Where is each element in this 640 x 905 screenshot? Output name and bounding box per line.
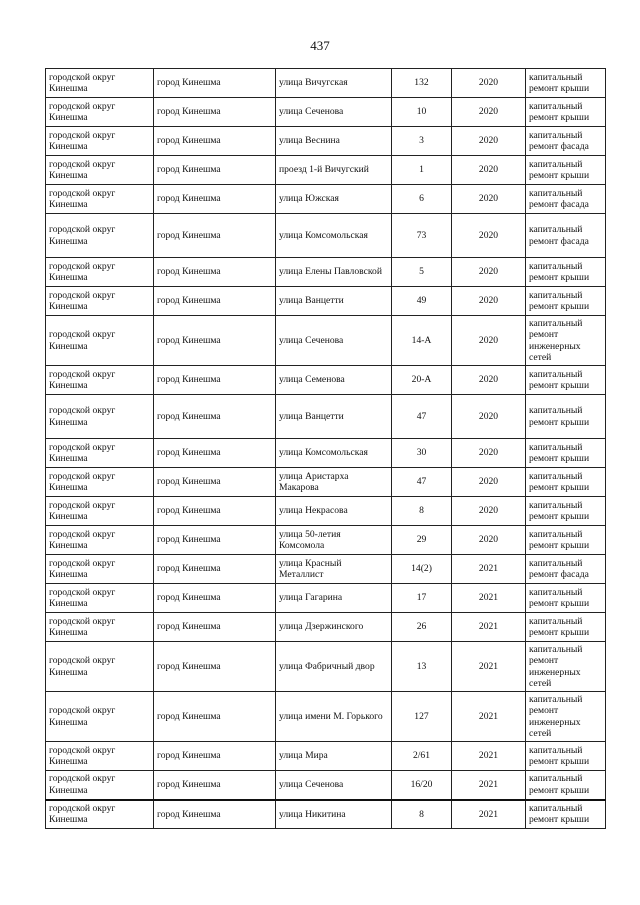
city-cell: город Кинешма xyxy=(154,800,276,829)
street-cell: улица Фабричный двор xyxy=(276,642,392,692)
district-cell: городской округ Кинешма xyxy=(46,214,154,258)
repair-schedule-table xyxy=(45,68,606,829)
year-cell: 2020 xyxy=(452,439,526,468)
work-type-cell: капитальный ремонт инженерных сетей xyxy=(526,316,606,366)
city-cell: город Кинешма xyxy=(154,439,276,468)
street-cell: улица 50-летия Комсомола xyxy=(276,526,392,555)
street-cell: улица Семенова xyxy=(276,366,392,395)
street-cell: улица Ванцетти xyxy=(276,395,392,439)
city-cell: город Кинешма xyxy=(154,395,276,439)
house-number-cell: 8 xyxy=(392,800,452,829)
year-cell: 2021 xyxy=(452,555,526,584)
house-number-cell: 132 xyxy=(392,69,452,98)
city-cell: город Кинешма xyxy=(154,156,276,185)
work-type-cell: капитальный ремонт крыши xyxy=(526,468,606,497)
year-cell: 2021 xyxy=(452,613,526,642)
district-cell: городской округ Кинешма xyxy=(46,526,154,555)
year-cell: 2020 xyxy=(452,98,526,127)
house-number-cell: 17 xyxy=(392,584,452,613)
year-cell: 2020 xyxy=(452,156,526,185)
house-number-cell: 3 xyxy=(392,127,452,156)
house-number-cell: 47 xyxy=(392,395,452,439)
city-cell: город Кинешма xyxy=(154,642,276,692)
street-cell: улица Дзержинского xyxy=(276,613,392,642)
district-cell: городской округ Кинешма xyxy=(46,771,154,800)
city-cell: город Кинешма xyxy=(154,258,276,287)
street-cell: проезд 1-й Вичугский xyxy=(276,156,392,185)
work-type-cell: капитальный ремонт фасада xyxy=(526,185,606,214)
work-type-cell: капитальный ремонт инженерных сетей xyxy=(526,692,606,742)
street-cell: улица Сеченова xyxy=(276,316,392,366)
table-row xyxy=(46,555,606,584)
house-number-cell: 26 xyxy=(392,613,452,642)
work-type-cell: капитальный ремонт инженерных сетей xyxy=(526,642,606,692)
street-cell: улица Сеченова xyxy=(276,771,392,800)
table-row xyxy=(46,395,606,439)
street-cell: улица Красный Металлист xyxy=(276,555,392,584)
year-cell: 2021 xyxy=(452,692,526,742)
table-row xyxy=(46,127,606,156)
year-cell: 2020 xyxy=(452,214,526,258)
house-number-cell: 73 xyxy=(392,214,452,258)
street-cell: улица Сеченова xyxy=(276,98,392,127)
work-type-cell: капитальный ремонт фасада xyxy=(526,555,606,584)
district-cell: городской округ Кинешма xyxy=(46,156,154,185)
district-cell: городской округ Кинешма xyxy=(46,185,154,214)
district-cell: городской округ Кинешма xyxy=(46,98,154,127)
work-type-cell: капитальный ремонт крыши xyxy=(526,439,606,468)
work-type-cell: капитальный ремонт крыши xyxy=(526,69,606,98)
district-cell: городской округ Кинешма xyxy=(46,613,154,642)
year-cell: 2020 xyxy=(452,526,526,555)
year-cell: 2020 xyxy=(452,395,526,439)
district-cell: городской округ Кинешма xyxy=(46,497,154,526)
district-cell: городской округ Кинешма xyxy=(46,555,154,584)
street-cell: улица Ванцетти xyxy=(276,287,392,316)
city-cell: город Кинешма xyxy=(154,468,276,497)
table-row xyxy=(46,771,606,800)
district-cell: городской округ Кинешма xyxy=(46,258,154,287)
table-row xyxy=(46,287,606,316)
table-body xyxy=(46,69,606,829)
district-cell: городской округ Кинешма xyxy=(46,692,154,742)
table-row xyxy=(46,156,606,185)
district-cell: городской округ Кинешма xyxy=(46,584,154,613)
work-type-cell: капитальный ремонт крыши xyxy=(526,613,606,642)
year-cell: 2020 xyxy=(452,258,526,287)
city-cell: город Кинешма xyxy=(154,98,276,127)
table-row xyxy=(46,316,606,366)
city-cell: город Кинешма xyxy=(154,742,276,771)
table-row xyxy=(46,366,606,395)
table-row xyxy=(46,800,606,829)
house-number-cell: 13 xyxy=(392,642,452,692)
city-cell: город Кинешма xyxy=(154,692,276,742)
city-cell: город Кинешма xyxy=(154,214,276,258)
street-cell: улица имени М. Горького xyxy=(276,692,392,742)
house-number-cell: 29 xyxy=(392,526,452,555)
city-cell: город Кинешма xyxy=(154,526,276,555)
table-row xyxy=(46,98,606,127)
street-cell: улица Веснина xyxy=(276,127,392,156)
table-row xyxy=(46,439,606,468)
house-number-cell: 6 xyxy=(392,185,452,214)
work-type-cell: капитальный ремонт крыши xyxy=(526,742,606,771)
city-cell: город Кинешма xyxy=(154,69,276,98)
street-cell: улица Южская xyxy=(276,185,392,214)
district-cell: городской округ Кинешма xyxy=(46,642,154,692)
work-type-cell: капитальный ремонт крыши xyxy=(526,526,606,555)
city-cell: город Кинешма xyxy=(154,584,276,613)
city-cell: город Кинешма xyxy=(154,366,276,395)
year-cell: 2020 xyxy=(452,287,526,316)
year-cell: 2021 xyxy=(452,742,526,771)
district-cell: городской округ Кинешма xyxy=(46,69,154,98)
table-row xyxy=(46,584,606,613)
house-number-cell: 16/20 xyxy=(392,771,452,800)
district-cell: городской округ Кинешма xyxy=(46,287,154,316)
year-cell: 2020 xyxy=(452,497,526,526)
house-number-cell: 47 xyxy=(392,468,452,497)
street-cell: улица Вичугская xyxy=(276,69,392,98)
street-cell: улица Никитина xyxy=(276,800,392,829)
street-cell: улица Комсомольская xyxy=(276,214,392,258)
year-cell: 2020 xyxy=(452,127,526,156)
work-type-cell: капитальный ремонт фасада xyxy=(526,127,606,156)
street-cell: улица Аристарха Макарова xyxy=(276,468,392,497)
city-cell: город Кинешма xyxy=(154,287,276,316)
district-cell: городской округ Кинешма xyxy=(46,395,154,439)
street-cell: улица Комсомольская xyxy=(276,439,392,468)
table-row xyxy=(46,258,606,287)
district-cell: городской округ Кинешма xyxy=(46,468,154,497)
year-cell: 2020 xyxy=(452,185,526,214)
work-type-cell: капитальный ремонт крыши xyxy=(526,258,606,287)
city-cell: город Кинешма xyxy=(154,185,276,214)
table-row xyxy=(46,468,606,497)
house-number-cell: 1 xyxy=(392,156,452,185)
street-cell: улица Елены Павловской xyxy=(276,258,392,287)
city-cell: город Кинешма xyxy=(154,316,276,366)
table-row xyxy=(46,642,606,692)
street-cell: улица Гагарина xyxy=(276,584,392,613)
city-cell: город Кинешма xyxy=(154,497,276,526)
city-cell: город Кинешма xyxy=(154,127,276,156)
table-row xyxy=(46,692,606,742)
year-cell: 2020 xyxy=(452,316,526,366)
work-type-cell: капитальный ремонт крыши xyxy=(526,395,606,439)
street-cell: улица Мира xyxy=(276,742,392,771)
table-row xyxy=(46,742,606,771)
house-number-cell: 5 xyxy=(392,258,452,287)
year-cell: 2020 xyxy=(452,468,526,497)
page-number: 437 xyxy=(310,38,330,53)
district-cell: городской округ Кинешма xyxy=(46,742,154,771)
house-number-cell: 14-А xyxy=(392,316,452,366)
house-number-cell: 2/61 xyxy=(392,742,452,771)
work-type-cell: капитальный ремонт крыши xyxy=(526,98,606,127)
house-number-cell: 10 xyxy=(392,98,452,127)
house-number-cell: 49 xyxy=(392,287,452,316)
work-type-cell: капитальный ремонт крыши xyxy=(526,366,606,395)
work-type-cell: капитальный ремонт крыши xyxy=(526,584,606,613)
year-cell: 2021 xyxy=(452,800,526,829)
house-number-cell: 14(2) xyxy=(392,555,452,584)
district-cell: городской округ Кинешма xyxy=(46,316,154,366)
table-row xyxy=(46,214,606,258)
work-type-cell: капитальный ремонт фасада xyxy=(526,214,606,258)
district-cell: городской округ Кинешма xyxy=(46,127,154,156)
house-number-cell: 20-А xyxy=(392,366,452,395)
table-row xyxy=(46,69,606,98)
street-cell: улица Некрасова xyxy=(276,497,392,526)
year-cell: 2021 xyxy=(452,771,526,800)
work-type-cell: капитальный ремонт крыши xyxy=(526,156,606,185)
work-type-cell: капитальный ремонт крыши xyxy=(526,287,606,316)
work-type-cell: капитальный ремонт крыши xyxy=(526,771,606,800)
district-cell: городской округ Кинешма xyxy=(46,366,154,395)
house-number-cell: 127 xyxy=(392,692,452,742)
work-type-cell: капитальный ремонт крыши xyxy=(526,800,606,829)
city-cell: город Кинешма xyxy=(154,555,276,584)
table-row xyxy=(46,185,606,214)
table-row xyxy=(46,613,606,642)
district-cell: городской округ Кинешма xyxy=(46,800,154,829)
table-row xyxy=(46,497,606,526)
year-cell: 2020 xyxy=(452,69,526,98)
city-cell: город Кинешма xyxy=(154,613,276,642)
house-number-cell: 30 xyxy=(392,439,452,468)
year-cell: 2021 xyxy=(452,642,526,692)
year-cell: 2021 xyxy=(452,584,526,613)
district-cell: городской округ Кинешма xyxy=(46,439,154,468)
house-number-cell: 8 xyxy=(392,497,452,526)
year-cell: 2020 xyxy=(452,366,526,395)
work-type-cell: капитальный ремонт крыши xyxy=(526,497,606,526)
city-cell: город Кинешма xyxy=(154,771,276,800)
table-row xyxy=(46,526,606,555)
